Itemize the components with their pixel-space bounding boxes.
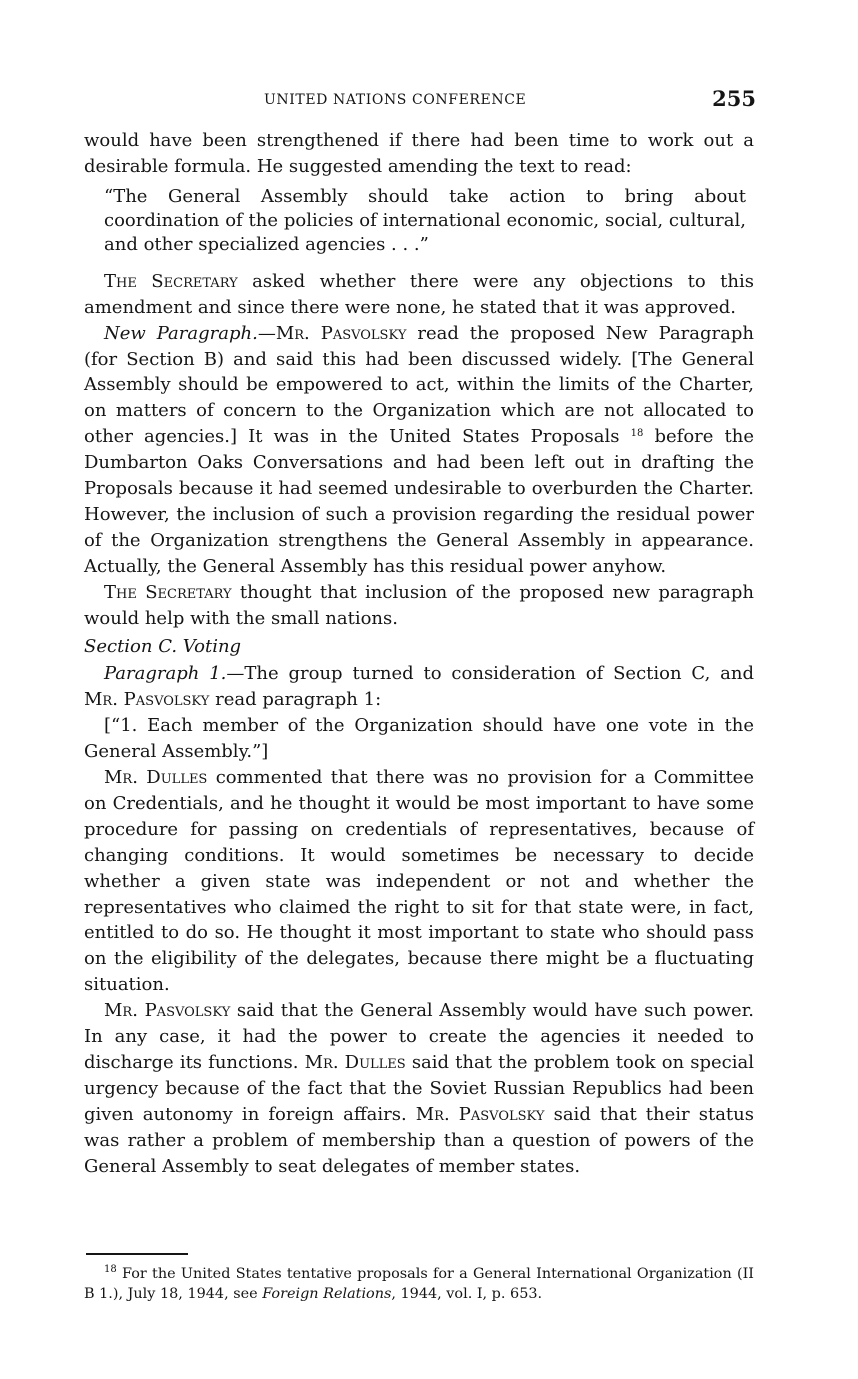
paragraph-lead-title: New Paragraph. bbox=[104, 322, 258, 344]
footnote-citation-title: Foreign Relations bbox=[262, 1286, 392, 1302]
paragraph-lead-title: Paragraph 1. bbox=[104, 663, 227, 685]
body-text bbox=[84, 128, 754, 1180]
paragraph-text: commented that there was no provision for a Committee on Credentials, and he thought it would be most important to have some procedure for passing on credentials of representatives, because of changing conditions. It would sometimes be necessary to decide whether a given state was independent or not and whether the representatives who claimed the right to sit for that state were, in fact, entitled to do so. He thought it most important to state who should pass on the eligibility of the delegates, because there might be a fluctuating situation. bbox=[84, 767, 754, 996]
footnote-reference[interactable]: 18 bbox=[630, 428, 644, 440]
speaker-name: The Secretary bbox=[104, 581, 232, 603]
running-head: UNITED NATIONS CONFERENCE bbox=[264, 92, 527, 108]
paragraph-quoted-provision: [“1. Each member of the Organization should have one vote in the General Assembly.”] bbox=[84, 715, 754, 763]
paragraph-secretary-approval bbox=[84, 269, 754, 321]
footnote-text: , 1944, vol. I, p. 653. bbox=[391, 1286, 543, 1302]
paragraph-pasvolsky-power bbox=[84, 998, 754, 1179]
footnote-text: For the United States tentative proposals for a General International Organization (II B 1.), July 18, 1944, see bbox=[84, 1266, 754, 1302]
footnote-marker: 18 bbox=[104, 1264, 117, 1275]
speaker-name: Mr. Pasvolsky bbox=[275, 322, 407, 344]
speaker-name: Mr. Dulles bbox=[104, 767, 208, 789]
paragraph-text: asked whether there were any objections to this amendment and since there were none, he stated that it was approved. bbox=[84, 270, 754, 318]
footnotes bbox=[84, 1264, 754, 1304]
speaker-name: Mr. Dulles bbox=[304, 1052, 406, 1073]
footnote-18 bbox=[84, 1264, 754, 1304]
speaker-name: Mr. Pasvolsky bbox=[415, 1103, 545, 1125]
footnote-divider bbox=[86, 1253, 188, 1255]
em-dash: — bbox=[257, 322, 276, 344]
paragraph-text: read the proposed New Paragraph (for Section B) and said this had been discussed widely. [The General Assembly should be empowered to act, within the limits of the Charter, on matters of concern to the Organization which are not allocated to other agencies.] It was in the United States Proposals bbox=[84, 322, 754, 448]
paragraph-continuation: would have been strengthened if there had been time to work out a desirable formula. He suggested amending the text to read: bbox=[84, 130, 754, 177]
paragraph-text: said that their status was rather a problem of membership than a question of powers of the General Assembly to seat delegates of member states. bbox=[84, 1103, 754, 1177]
speaker-name: The Secretary bbox=[104, 270, 238, 292]
paragraph-text: said that the General Assembly would have such power. In any case, it had the power to create the agencies it needed to discharge its functions. bbox=[84, 1000, 754, 1073]
block-quote-amendment: “The General Assembly should take action to bring about coordination of the policies of international economic, social, cultural, and other specialized agencies . . .” bbox=[104, 185, 746, 255]
section-heading-text: Section C. Voting bbox=[84, 635, 242, 657]
paragraph-text: read paragraph 1: bbox=[209, 689, 382, 711]
paragraph-dulles-credentials bbox=[84, 765, 754, 998]
paragraph-text: thought that inclusion of the proposed new paragraph would help with the small nations. bbox=[84, 581, 754, 629]
section-heading bbox=[84, 634, 754, 660]
paragraph-new-paragraph bbox=[84, 321, 754, 580]
speaker-name: Mr. Pasvolsky bbox=[84, 689, 210, 711]
paragraph-voting-intro bbox=[84, 661, 754, 713]
page-header bbox=[84, 86, 756, 116]
page-number: 255 bbox=[712, 86, 756, 111]
paragraph-secretary-small-nations bbox=[84, 580, 754, 632]
paragraph-text: said that the problem took on special urgency because of the fact that the Soviet Russian Republics had been given autonomy in foreign affairs. bbox=[84, 1052, 754, 1125]
paragraph-text: —The group turned to consideration of Section C, and bbox=[226, 663, 754, 685]
speaker-name: Mr. Pasvolsky bbox=[104, 1000, 231, 1022]
paragraph-text: before the Dumbarton Oaks Conversations and had been left out in drafting the Proposals because it had seemed undesirable to overburden the Charter. However, the inclusion of such a provision regarding the residual power of the Organization strengthens the General Assembly in appearance. Actually, the General Assembly has this residual power anyhow. bbox=[84, 426, 755, 577]
